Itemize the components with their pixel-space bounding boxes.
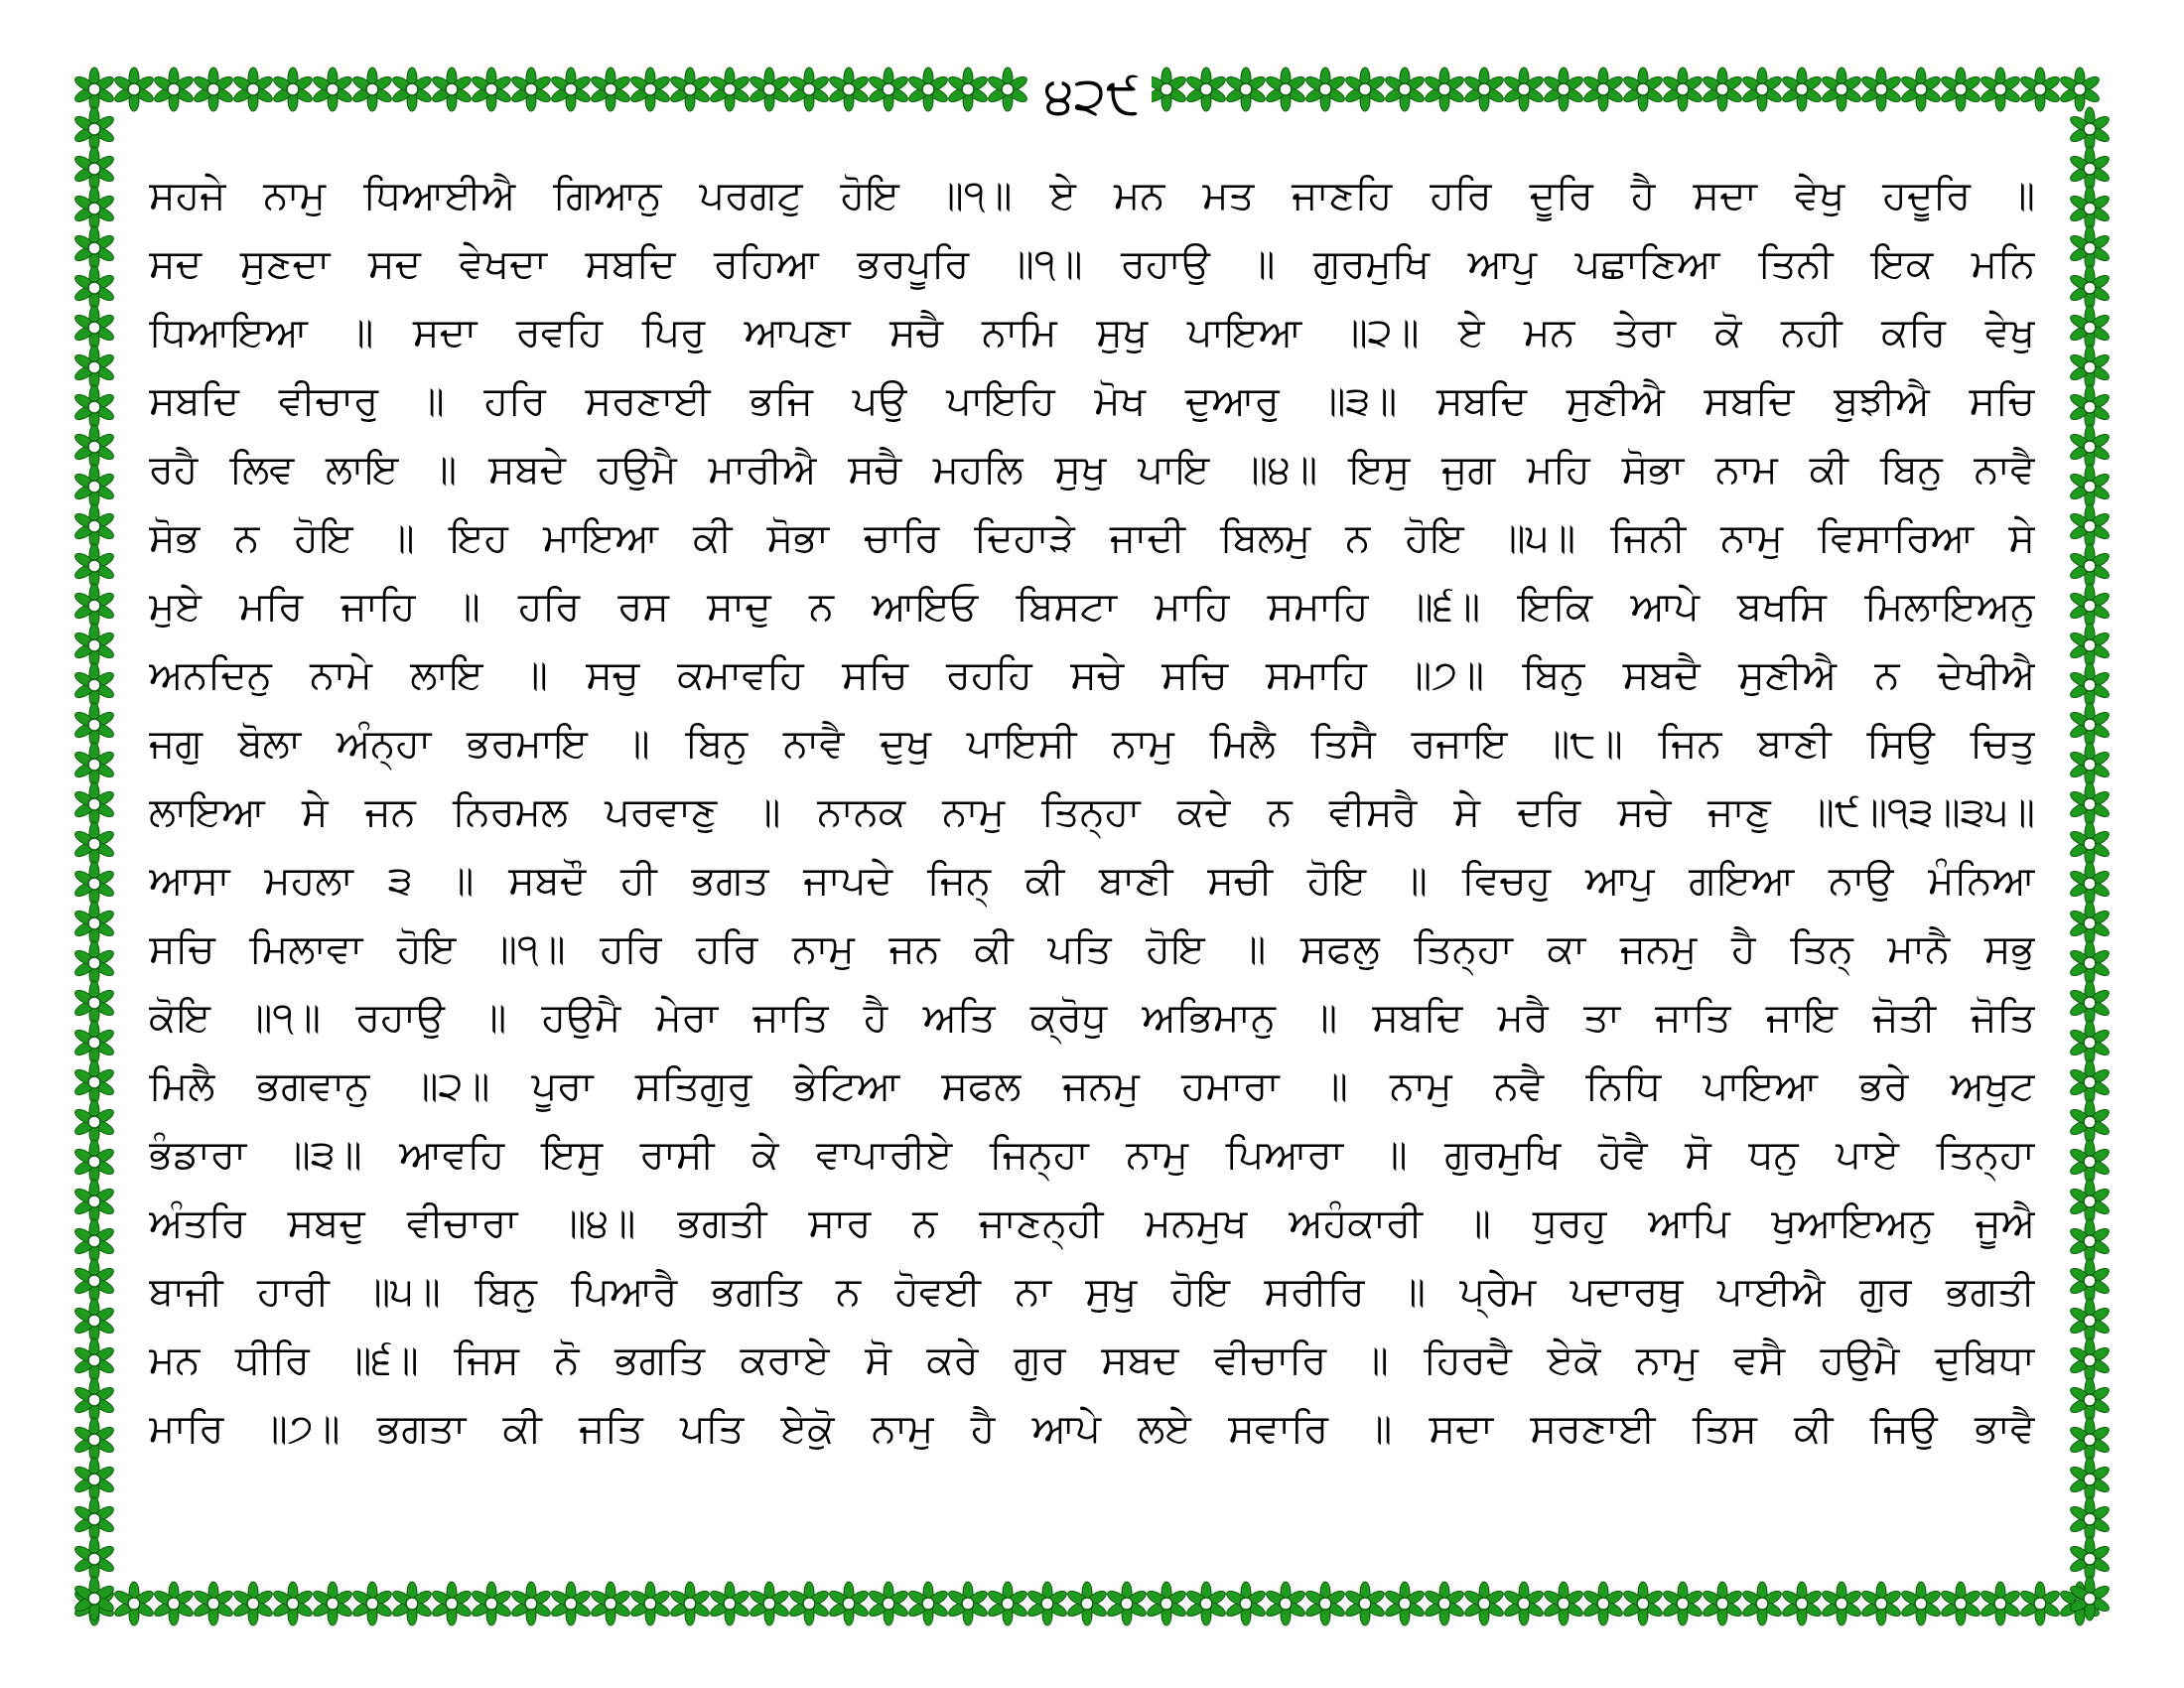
flower-ornament bbox=[2018, 68, 2061, 111]
flower-ornament bbox=[867, 68, 909, 111]
flower-ornament bbox=[1740, 1582, 1783, 1625]
flower-ornament bbox=[2068, 306, 2111, 350]
flower-ornament bbox=[589, 68, 631, 111]
flower-ornament bbox=[1780, 1582, 1823, 1625]
flower-ornament bbox=[2018, 1582, 2061, 1625]
flower-ornament bbox=[72, 1497, 115, 1541]
flower-ornament bbox=[1581, 1582, 1624, 1625]
flower-ornament bbox=[430, 1582, 473, 1625]
flower-ornament bbox=[72, 107, 115, 151]
text-line: ਸਚਿ ਮਿਲਾਵਾ ਹੋਇ ॥੧॥ ਹਰਿ ਹਰਿ ਨਾਮੁ ਜਨ ਕੀ ਪਤਿ ਹੋਇ ॥ ਸਫਲੁ ਤਿਨ੍ਹਾ ਕਾ ਜਨਮੁ ਹੈ ਤਿਨ੍ ਮਾਨੈ ਸਭੁ bbox=[149, 926, 2035, 972]
flower-ornament bbox=[1780, 68, 1823, 111]
flower-ornament bbox=[72, 1060, 115, 1104]
flower-ornament bbox=[1979, 1582, 2021, 1625]
flower-ornament bbox=[72, 68, 115, 111]
flower-ornament bbox=[986, 68, 1028, 111]
text-line: ਕੋਇ ॥੧॥ ਰਹਾਉ ॥ ਹਉਮੈ ਮੇਰਾ ਜਾਤਿ ਹੈ ਅਤਿ ਕ੍ਰੋਧੁ ਅਭਿਮਾਨੁ ॥ ਸਬਦਿ ਮਰੈ ਤਾ ਜਾਤਿ ਜਾਇ ਜੋਤੀ ਜੋਤਿ bbox=[149, 995, 2035, 1041]
flower-ornament bbox=[350, 1582, 393, 1625]
flower-ornament bbox=[1264, 1582, 1306, 1625]
flower-ornament bbox=[1899, 68, 1942, 111]
flower-ornament bbox=[1979, 68, 2021, 111]
flower-ornament bbox=[1343, 1582, 1386, 1625]
flower-ornament bbox=[2068, 1378, 2111, 1422]
flower-ornament bbox=[549, 68, 592, 111]
flower-ornament bbox=[1939, 1582, 1981, 1625]
flower-ornament bbox=[2068, 1299, 2111, 1342]
text-line: ਮਿਲੈ ਭਗਵਾਨੁ ॥੨॥ ਪੂਰਾ ਸਤਿਗੁਰੁ ਭੇਟਿਆ ਸਫਲ ਜਨਮੁ ਹਮਾਰਾ ॥ ਨਾਮੁ ਨਵੈ ਨਿਧਿ ਪਾਇਆ ਭਰੇ ਅਖੁਟ bbox=[149, 1063, 2035, 1109]
text-line: ਜਗੁ ਬੋਲਾ ਅੰਨ੍ਹਾ ਭਰਮਾਇ ॥ ਬਿਨੁ ਨਾਵੈ ਦੁਖੁ ਪਾਇਸੀ ਨਾਮੁ ਮਿਲੈ ਤਿਸੈ ਰਜਾਇ ॥੮॥ ਜਿਨ ਬਾਣੀ ਸਿਉ ਚਿਤੁ bbox=[149, 721, 2035, 767]
text-line: ਧਿਆਇਆ ॥ ਸਦਾ ਰਵਹਿ ਪਿਰੁ ਆਪਣਾ ਸਚੈ ਨਾਮਿ ਸੁਖੁ ਪਾਇਆ ॥੨॥ ਏ ਮਨ ਤੇਰਾ ਕੋ ਨਹੀ ਕਰਿ ਵੇਖੁ bbox=[149, 310, 2035, 355]
flower-ornament bbox=[2068, 226, 2111, 270]
flower-ornament bbox=[72, 544, 115, 588]
flower-ornament bbox=[2068, 385, 2111, 429]
flower-ornament bbox=[72, 1180, 115, 1223]
flower-ornament bbox=[231, 1582, 274, 1625]
flower-ornament bbox=[946, 1582, 989, 1625]
flower-ornament bbox=[2068, 1338, 2111, 1382]
flower-ornament bbox=[72, 346, 115, 389]
text-line: ਰਹੈ ਲਿਵ ਲਾਇ ॥ ਸਬਦੇ ਹਉਮੈ ਮਾਰੀਐ ਸਚੈ ਮਹਲਿ ਸੁਖੁ ਪਾਇ ॥੪॥ ਇਸੁ ਜੁਗ ਮਹਿ ਸੋਭਾ ਨਾਮ ਕੀ ਬਿਨੁ ਨਾਵੈ bbox=[149, 447, 2035, 492]
flower-ornament bbox=[2068, 425, 2111, 469]
flower-ornament bbox=[72, 1259, 115, 1303]
flower-ornament bbox=[946, 68, 989, 111]
text-line: ਮਾਰਿ ॥੭॥ ਭਗਤਾ ਕੀ ਜਤਿ ਪਤਿ ਏਕੋੁ ਨਾਮੁ ਹੈ ਆਪੇ ਲਏ ਸਵਾਰਿ ॥ ਸਦਾ ਸਰਣਾਈ ਤਿਸ ਕੀ ਜਿਉ ਭਾਵੈ bbox=[149, 1406, 2035, 1452]
flower-ornament bbox=[470, 68, 512, 111]
flower-ornament bbox=[1820, 68, 1862, 111]
flower-ornament bbox=[72, 504, 115, 548]
flower-ornament bbox=[72, 624, 115, 667]
flower-ornament bbox=[311, 68, 353, 111]
text-line: ਮਨ ਧੀਰਿ ॥੬॥ ਜਿਸ ਨੋ ਭਗਤਿ ਕਰਾਏ ਸੋ ਕਰੇ ਗੁਰ ਸਬਦ ਵੀਚਾਰਿ ॥ ਹਿਰਦੈ ਏਕੋ ਨਾਮੁ ਵਸੈ ਹਉਮੈ ਦੁਬਿਧਾ bbox=[149, 1337, 2035, 1383]
flower-ornament bbox=[72, 1140, 115, 1184]
flower-ornament bbox=[2068, 1021, 2111, 1064]
flower-ornament bbox=[827, 68, 870, 111]
flower-ornament bbox=[2068, 147, 2111, 191]
flower-ornament bbox=[152, 1582, 195, 1625]
flower-ornament bbox=[2068, 107, 2111, 151]
flower-ornament bbox=[2068, 782, 2111, 826]
flower-ornament bbox=[1701, 1582, 1743, 1625]
text-line: ਅਨਦਿਨੁ ਨਾਮੇ ਲਾਇ ॥ ਸਚੁ ਕਮਾਵਹਿ ਸਚਿ ਰਹਹਿ ਸਚੇ ਸਚਿ ਸਮਾਹਿ ॥੭॥ ਬਿਨੁ ਸਬਦੈ ਸੁਣੀਐ ਨ ਦੇਖੀਐ bbox=[149, 652, 2035, 698]
flower-ornament bbox=[1343, 68, 1386, 111]
flower-ornament bbox=[231, 68, 274, 111]
flower-ornament bbox=[72, 1378, 115, 1422]
flower-ornament bbox=[2068, 584, 2111, 628]
flower-ornament bbox=[748, 68, 790, 111]
flower-ornament bbox=[72, 147, 115, 191]
text-line: ਲਾਇਆ ਸੇ ਜਨ ਨਿਰਮਲ ਪਰਵਾਣੁ ॥ ਨਾਨਕ ਨਾਮੁ ਤਿਨ੍ਹਾ ਕਦੇ ਨ ਵੀਸਰੈ ਸੇ ਦਰਿ ਸਚੇ ਜਾਣੁ ॥੯॥੧੩॥੩੫॥ bbox=[149, 789, 2035, 835]
flower-ornament bbox=[906, 1582, 949, 1625]
flower-ornament bbox=[72, 981, 115, 1025]
text-line: ਸਦ ਸੁਣਦਾ ਸਦ ਵੇਖਦਾ ਸਬਦਿ ਰਹਿਆ ਭਰਪੂਰਿ ॥੧॥ ਰਹਾਉ ॥ ਗੁਰਮੁਖਿ ਆਪੁ ਪਛਾਣਿਆ ਤਿਨੀ ਇਕ ਮਨਿ bbox=[149, 241, 2035, 287]
flower-ornament bbox=[350, 68, 393, 111]
flower-ornament bbox=[72, 425, 115, 469]
flower-ornament bbox=[470, 1582, 512, 1625]
flower-ornament bbox=[72, 822, 115, 866]
flower-ornament bbox=[2068, 1180, 2111, 1223]
flower-ornament bbox=[509, 68, 552, 111]
flower-ornament bbox=[2068, 1140, 2111, 1184]
flower-ornament bbox=[1025, 1582, 1068, 1625]
text-line: ਸਬਦਿ ਵੀਚਾਰੁ ॥ ਹਰਿ ਸਰਣਾਈ ਭਜਿ ਪਉ ਪਾਇਹਿ ਮੋਖ ਦੁਆਰੁ ॥੩॥ ਸਬਦਿ ਸੁਣੀਐ ਸਬਦਿ ਬੁਝੀਐ ਸਚਿ bbox=[149, 378, 2035, 424]
flower-ornament bbox=[2068, 465, 2111, 508]
flower-ornament bbox=[311, 1582, 353, 1625]
text-line: ਭੰਡਾਰਾ ॥੩॥ ਆਵਹਿ ਇਸੁ ਰਾਸੀ ਕੇ ਵਾਪਾਰੀਏ ਜਿਨ੍ਹਾ ਨਾਮੁ ਪਿਆਰਾ ॥ ਗੁਰਮੁਖਿ ਹੋਵੈ ਸੋ ਧਨੁ ਪਾਏ ਤਿਨ੍ਹਾ bbox=[149, 1132, 2035, 1178]
flower-ornament bbox=[72, 1338, 115, 1382]
flower-ornament bbox=[72, 862, 115, 906]
flower-ornament bbox=[787, 68, 830, 111]
text-line: ਸਹਜੇ ਨਾਮੁ ਧਿਆਈਐ ਗਿਆਨੁ ਪਰਗਟੁ ਹੋਇ ॥੧॥ ਏ ਮਨ ਮਤ ਜਾਣਹਿ ਹਰਿ ਦੂਰਿ ਹੈ ਸਦਾ ਵੇਖੁ ਹਦੂਰਿ ॥ bbox=[149, 173, 2035, 218]
flower-ornament bbox=[1701, 68, 1743, 111]
scripture-text bbox=[149, 164, 2035, 1534]
flower-ornament bbox=[2058, 68, 2101, 111]
flower-ornament bbox=[112, 68, 155, 111]
flower-ornament bbox=[72, 385, 115, 429]
flower-ornament bbox=[2068, 663, 2111, 707]
flower-ornament bbox=[906, 68, 949, 111]
flower-ornament bbox=[1423, 68, 1465, 111]
flower-ornament bbox=[2068, 1060, 2111, 1104]
flower-ornament bbox=[271, 68, 314, 111]
flower-ornament bbox=[72, 663, 115, 707]
flower-ornament bbox=[2068, 862, 2111, 906]
flower-ornament bbox=[72, 1021, 115, 1064]
flower-ornament bbox=[986, 1582, 1028, 1625]
flower-ornament bbox=[1740, 68, 1783, 111]
flower-ornament bbox=[72, 465, 115, 508]
flower-ornament bbox=[1542, 1582, 1584, 1625]
flower-ornament bbox=[72, 1458, 115, 1501]
flower-ornament bbox=[2068, 1100, 2111, 1144]
flower-ornament bbox=[72, 941, 115, 985]
flower-ornament bbox=[2068, 1458, 2111, 1501]
flower-ornament bbox=[192, 68, 234, 111]
flower-ornament bbox=[72, 782, 115, 826]
flower-ornament bbox=[2068, 624, 2111, 667]
flower-ornament bbox=[1502, 68, 1545, 111]
flower-ornament bbox=[192, 1582, 234, 1625]
flower-ornament bbox=[549, 1582, 592, 1625]
flower-ornament bbox=[1621, 1582, 1664, 1625]
flower-ornament bbox=[509, 1582, 552, 1625]
flower-ornament bbox=[748, 1582, 790, 1625]
flower-ornament bbox=[1383, 68, 1426, 111]
flower-ornament bbox=[271, 1582, 314, 1625]
flower-ornament bbox=[1303, 1582, 1346, 1625]
flower-ornament bbox=[1224, 1582, 1267, 1625]
flower-ornament bbox=[72, 703, 115, 747]
flower-ornament bbox=[708, 1582, 751, 1625]
flower-ornament bbox=[72, 902, 115, 945]
flower-ornament bbox=[1581, 68, 1624, 111]
text-line: ਅੰਤਰਿ ਸਬਦੁ ਵੀਚਾਰਾ ॥੪॥ ਭਗਤੀ ਸਾਰ ਨ ਜਾਣਨ੍ਹੀ ਮਨਮੁਖ ਅਹੰਕਾਰੀ ॥ ਧੁਰਹੁ ਆਪਿ ਖੁਆਇਅਨੁ ਜੂਐ bbox=[149, 1200, 2035, 1246]
flower-ornament bbox=[827, 1582, 870, 1625]
flower-ornament bbox=[2068, 1537, 2111, 1581]
flower-ornament bbox=[2068, 1418, 2111, 1462]
text-line: ਮੁਏ ਮਰਿ ਜਾਹਿ ॥ ਹਰਿ ਰਸ ਸਾਦੁ ਨ ਆਇਓ ਬਿਸਟਾ ਮਾਹਿ ਸਮਾਹਿ ॥੬॥ ਇਕਿ ਆਪੇ ਬਖਸਿ ਮਿਲਾਇਅਨੁ bbox=[149, 584, 2035, 630]
flower-ornament bbox=[72, 743, 115, 786]
flower-ornament bbox=[72, 306, 115, 350]
flower-ornament bbox=[1661, 1582, 1704, 1625]
flower-ornament bbox=[2068, 346, 2111, 389]
flower-ornament bbox=[1105, 1582, 1148, 1625]
flower-ornament bbox=[1224, 68, 1267, 111]
flower-ornament bbox=[2068, 703, 2111, 747]
flower-ornament bbox=[1065, 1582, 1108, 1625]
flower-ornament bbox=[1542, 68, 1584, 111]
flower-ornament bbox=[1145, 1582, 1187, 1625]
flower-ornament bbox=[628, 1582, 671, 1625]
flower-ornament bbox=[72, 1537, 115, 1581]
flower-ornament bbox=[1859, 1582, 1902, 1625]
flower-ornament bbox=[1820, 1582, 1862, 1625]
flower-ornament bbox=[72, 1219, 115, 1263]
flower-ornament bbox=[668, 68, 711, 111]
flower-ornament bbox=[1184, 1582, 1227, 1625]
flower-ornament bbox=[1303, 68, 1346, 111]
flower-ornament bbox=[2068, 504, 2111, 548]
flower-ornament bbox=[2068, 1219, 2111, 1263]
flower-ornament bbox=[2068, 902, 2111, 945]
flower-ornament bbox=[112, 1582, 155, 1625]
flower-ornament bbox=[2068, 743, 2111, 786]
flower-ornament bbox=[2068, 266, 2111, 310]
flower-ornament bbox=[867, 1582, 909, 1625]
flower-ornament bbox=[2068, 981, 2111, 1025]
flower-ornament bbox=[1184, 68, 1227, 111]
flower-ornament bbox=[1661, 68, 1704, 111]
page-number: ੪੨੯ bbox=[1032, 52, 1152, 141]
flower-ornament bbox=[72, 1299, 115, 1342]
flower-ornament bbox=[72, 584, 115, 628]
flower-ornament bbox=[2068, 1259, 2111, 1303]
flower-ornament bbox=[2068, 941, 2111, 985]
flower-ornament bbox=[589, 1582, 631, 1625]
flower-ornament bbox=[1383, 1582, 1426, 1625]
flower-ornament bbox=[2068, 1497, 2111, 1541]
flower-ornament bbox=[390, 68, 433, 111]
flower-ornament bbox=[1859, 68, 1902, 111]
flower-ornament bbox=[708, 68, 751, 111]
flower-ornament bbox=[1621, 68, 1664, 111]
flower-ornament bbox=[1899, 1582, 1942, 1625]
flower-ornament bbox=[668, 1582, 711, 1625]
flower-ornament bbox=[72, 187, 115, 230]
flower-ornament bbox=[1462, 1582, 1505, 1625]
text-line: ਬਾਜੀ ਹਾਰੀ ॥੫॥ ਬਿਨੁ ਪਿਆਰੈ ਭਗਤਿ ਨ ਹੋਵਈ ਨਾ ਸੁਖੁ ਹੋਇ ਸਰੀਰਿ ॥ ਪ੍ਰੇਮ ਪਦਾਰਥੁ ਪਾਈਐ ਗੁਰ ਭਗਤੀ bbox=[149, 1269, 2035, 1315]
text-line: ਸੋਭ ਨ ਹੋਇ ॥ ਇਹ ਮਾਇਆ ਕੀ ਸੋਭਾ ਚਾਰਿ ਦਿਹਾੜੇ ਜਾਦੀ ਬਿਲਮੁ ਨ ਹੋਇ ॥੫॥ ਜਿਨੀ ਨਾਮੁ ਵਿਸਾਰਿਆ ਸੇ bbox=[149, 515, 2035, 561]
flower-ornament bbox=[72, 266, 115, 310]
flower-ornament bbox=[2068, 822, 2111, 866]
flower-ornament bbox=[1264, 68, 1306, 111]
flower-ornament bbox=[72, 1418, 115, 1462]
flower-ornament bbox=[1462, 68, 1505, 111]
text-line: ਆਸਾ ਮਹਲਾ ੩ ॥ ਸਬਦੌ ਹੀ ਭਗਤ ਜਾਪਦੇ ਜਿਨ੍ ਕੀ ਬਾਣੀ ਸਚੀ ਹੋਇ ॥ ਵਿਚਹੁ ਆਪੁ ਗਇਆ ਨਾਉ ਮੰਨਿਆ bbox=[149, 858, 2035, 904]
flower-ornament bbox=[72, 226, 115, 270]
flower-ornament bbox=[787, 1582, 830, 1625]
flower-ornament bbox=[390, 1582, 433, 1625]
flower-ornament bbox=[628, 68, 671, 111]
flower-ornament bbox=[2068, 187, 2111, 230]
flower-ornament bbox=[1502, 1582, 1545, 1625]
flower-ornament bbox=[1939, 68, 1981, 111]
flower-ornament bbox=[430, 68, 473, 111]
flower-ornament bbox=[72, 1100, 115, 1144]
flower-ornament bbox=[1423, 1582, 1465, 1625]
flower-ornament bbox=[152, 68, 195, 111]
flower-ornament bbox=[2068, 544, 2111, 588]
